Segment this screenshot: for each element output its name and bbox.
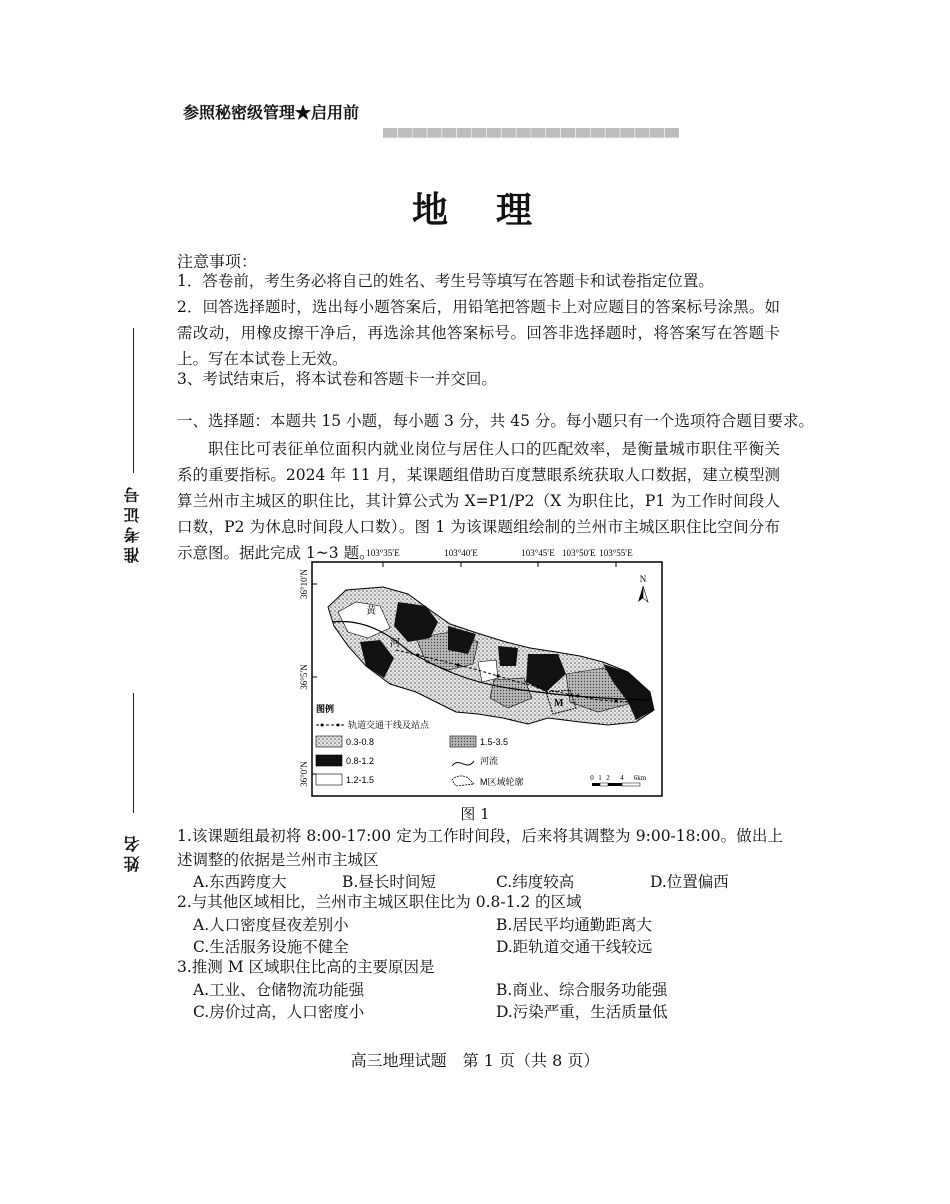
confidentiality-label: 参照秘密级管理★启用前	[183, 103, 360, 122]
legend-class-2: 0.8-1.2	[346, 756, 375, 766]
q3-option-d[interactable]: D.污染严重，生活质量低	[496, 1003, 668, 1021]
q2-option-d[interactable]: D.距轨道交通干线较远	[496, 938, 653, 956]
legend-class-3: 1.2-1.5	[346, 775, 375, 785]
zone-mid-ratio	[498, 646, 518, 666]
svg-text:2: 2	[606, 774, 610, 782]
subject-title: 地 理	[411, 189, 538, 231]
notice-title: 注意事项：	[177, 252, 258, 271]
name-label: 姓名	[123, 832, 142, 872]
lon-label: 103°40′E	[444, 548, 478, 558]
legend-class-4: 1.5-3.5	[480, 737, 509, 747]
section-heading: 一、选择题：本题共 15 小题，每小题 3 分，共 45 分。每小题只有一个选项符合题目要求。	[177, 412, 814, 430]
lon-label: 103°35′E	[366, 548, 400, 558]
svg-text:1: 1	[598, 774, 602, 782]
lat-label: 36°10′N	[299, 568, 309, 600]
page-footer: 高三地理试题 第 1 页（共 8 页）	[350, 1051, 600, 1070]
notice-item-3: 3、考试结束后，将本试卷和答题卡一并交回。	[177, 370, 497, 388]
lat-label: 36°5′N	[299, 664, 309, 690]
svg-text:N: N	[639, 574, 647, 584]
svg-text:4: 4	[620, 774, 624, 782]
name-write-line[interactable]	[133, 693, 134, 813]
lon-label: 103°50′E	[562, 548, 596, 558]
lon-label: 103°55′E	[599, 548, 633, 558]
legend-class-1: 0.3-0.8	[346, 737, 375, 747]
svg-text:6km: 6km	[633, 774, 647, 782]
legend-river: 河流	[480, 756, 499, 766]
legend-rail: 轨道交通干线及站点	[348, 720, 430, 730]
m-region-label: M	[554, 698, 564, 709]
legend-title: 图例	[316, 704, 335, 714]
question-3-stem: 3.推测 M 区域职住比高的主要原因是	[177, 958, 435, 976]
lat-label: 36°0′N	[299, 761, 309, 787]
river-char: 黄	[366, 606, 376, 617]
lon-label: 103°45′E	[521, 548, 555, 558]
figure-1-map	[298, 542, 668, 802]
q3-option-b[interactable]: B.商业、综合服务功能强	[496, 981, 668, 999]
q2-option-b[interactable]: B.居民平均通勤距离大	[496, 916, 652, 934]
notice-item-1: 1．答卷前，考生务必将自己的姓名、考生号等填写在答题卡和试卷指定位置。	[177, 272, 714, 290]
q2-option-c[interactable]: C.生活服务设施不健全	[193, 938, 349, 956]
exam-id-write-line[interactable]	[133, 328, 134, 473]
question-1-stem: 1.该课题组最初将 8:00-17:00 定为工作时间段，后来将其调整为 9:00-18:00。做出上述调整的依据是兰州市主城区	[177, 827, 783, 869]
cropped-exam-name-line: ▀▀▀▀▀▀▀▀▀▀▀▀▀▀▀▀▀▀▀▀	[383, 128, 680, 142]
q2-option-a[interactable]: A.人口密度昼夜差别小	[193, 916, 349, 934]
river-char: 河	[390, 638, 400, 649]
q1-option-a[interactable]: A.东西跨度大	[193, 873, 287, 891]
legend-m-outline: M区域轮廓	[480, 777, 524, 787]
q1-option-b[interactable]: B.昼长时间短	[342, 873, 436, 891]
q3-option-a[interactable]: A.工业、仓储物流功能强	[193, 981, 365, 999]
q1-option-d[interactable]: D.位置偏西	[650, 873, 729, 891]
passage-text: 职住比可表征单位面积内就业岗位与居住人口的匹配效率，是衡量城市职住平衡关系的重要指标。2024 年 11 月，某课题组借助百度慧眼系统获取人口数据，建立模型测算兰州市主城区的职住比，其计算公式为 X=P1/P2（X 为职住比，P1 为工作时间段人口数，P2 为休息时间段人口数）。图 1 为该课题组绘制的兰州市主城区职住比空间分布示意图。据此完成 1~3 题。	[177, 440, 780, 562]
q1-option-c[interactable]: C.纬度较高	[496, 873, 575, 891]
question-2-stem: 2.与其他区域相比，兰州市主城区职住比为 0.8-1.2 的区域	[177, 893, 582, 911]
figure-caption: 图 1	[460, 805, 490, 823]
q3-option-c[interactable]: C.房价过高，人口密度小	[193, 1003, 365, 1021]
svg-text:0: 0	[590, 774, 594, 782]
notice-item-2: 2．回答选择题时，选出每小题答案后，用铅笔把答题卡上对应题目的答案标号涂黑。如需改动，用橡皮擦干净后，再选涂其他答案标号。回答非选择题时，将答案写在答题卡上。写在本试卷上无效。	[177, 298, 780, 368]
exam-id-label: 准考证号	[123, 483, 142, 563]
